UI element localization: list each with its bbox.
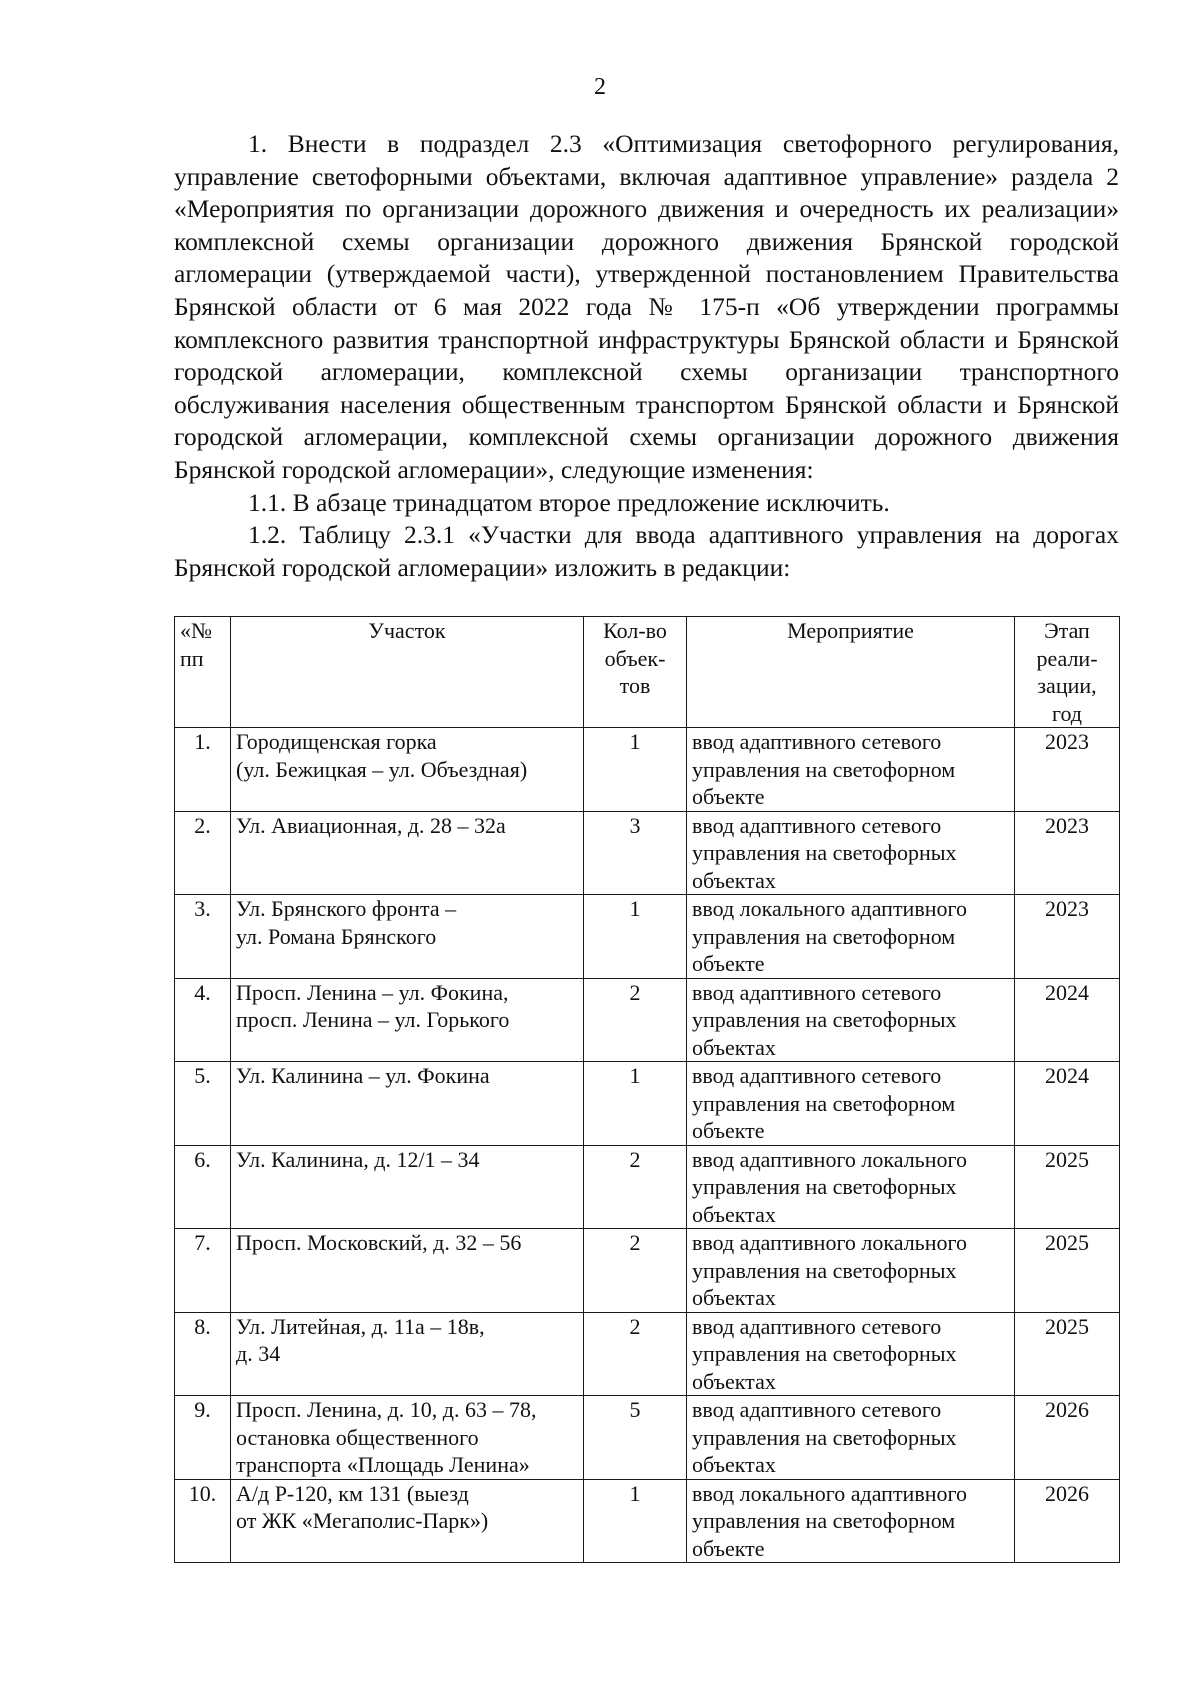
row-section: Ул. Калинина, д. 12/1 – 34 [231,1145,584,1229]
row-measure: ввод адаптивного локального управления на светофорных объектах [687,1229,1015,1313]
table-row [175,1396,1120,1480]
paragraph-item-1-2: 1.2. Таблицу 2.3.1 «Участки для ввода адаптивного управления на дорогах Брянской городской агломерации» изложить в редакции: [174,520,1119,582]
row-measure: ввод адаптивного сетевого управления на светофорном объекте [687,1062,1015,1146]
row-number: 3. [175,895,231,979]
row-section: А/д Р-120, км 131 (выезд от ЖК «Мегаполис-Парк») [231,1479,584,1563]
table-row [175,1062,1120,1146]
row-number: 2. [175,811,231,895]
row-section: Просп. Московский, д. 32 – 56 [231,1229,584,1313]
table-row [175,728,1120,812]
row-object-count: 2 [584,1145,687,1229]
row-object-count: 2 [584,978,687,1062]
row-number: 5. [175,1062,231,1146]
row-section: Ул. Авиационная, д. 28 – 32а [231,811,584,895]
document-body [174,128,1119,584]
table-header-row [175,617,1120,728]
header-measure: Мероприятие [687,617,1015,728]
row-year: 2024 [1015,978,1120,1062]
adaptive-control-sections-table [174,616,1120,1563]
row-measure: ввод локального адаптивного управления на светофорном объекте [687,1479,1015,1563]
table-row [175,978,1120,1062]
row-number: 9. [175,1396,231,1480]
page-number: 2 [594,74,606,100]
row-object-count: 2 [584,1312,687,1396]
row-number: 4. [175,978,231,1062]
row-number: 10. [175,1479,231,1563]
row-section: Просп. Ленина, д. 10, д. 63 – 78, остановка общественного транспорта «Площадь Ленина» [231,1396,584,1480]
row-year: 2025 [1015,1229,1120,1313]
row-measure: ввод адаптивного сетевого управления на светофорных объектах [687,1312,1015,1396]
row-measure: ввод адаптивного сетевого управления на светофорных объектах [687,811,1015,895]
paragraph-amendment-intro: 1. Внести в подраздел 2.3 «Оптимизация светофорного регулирования, управление светофорными объектами, включая адаптивное управление» раздела 2 «Мероприятия по организации дорожного движения и очередность их реализации» комплексной схемы организации дорожного движения Брянской городской агломерации (утверждаемой части), утвержденной постановлением Правительства Брянской области от 6 мая 2022 года № 175-п «Об утверждении программы комплексного развития транспортной инфраструктуры Брянской области и Брянской городской агломерации, комплексной схемы организации транспортного обслуживания населения общественным транспортом Брянской области и Брянской городской агломерации, комплексной схемы организации дорожного движения Брянской городской агломерации», следующие изменения: [174,129,1119,484]
row-section: Ул. Брянского фронта – ул. Романа Брянского [231,895,584,979]
row-object-count: 5 [584,1396,687,1480]
row-section: Ул. Калинина – ул. Фокина [231,1062,584,1146]
row-year: 2025 [1015,1145,1120,1229]
table-row [175,811,1120,895]
row-year: 2026 [1015,1479,1120,1563]
header-object-count: Кол-во объек- тов [584,617,687,728]
row-measure: ввод адаптивного сетевого управления на светофорных объектах [687,1396,1015,1480]
row-measure: ввод адаптивного сетевого управления на светофорных объектах [687,978,1015,1062]
table-row [175,1479,1120,1563]
table-row [175,1145,1120,1229]
table-row [175,1312,1120,1396]
row-object-count: 1 [584,1062,687,1146]
row-number: 1. [175,728,231,812]
row-object-count: 1 [584,728,687,812]
paragraph-item-1-1: 1.1. В абзаце тринадцатом второе предложение исключить. [248,487,890,517]
row-measure: ввод локального адаптивного управления на светофорном объекте [687,895,1015,979]
row-object-count: 1 [584,895,687,979]
row-measure: ввод адаптивного сетевого управления на светофорном объекте [687,728,1015,812]
table-row [175,895,1120,979]
row-year: 2023 [1015,895,1120,979]
header-number: «№ пп [175,617,231,728]
row-section: Просп. Ленина – ул. Фокина, просп. Ленина – ул. Горького [231,978,584,1062]
header-section: Участок [231,617,584,728]
row-object-count: 1 [584,1479,687,1563]
row-measure: ввод адаптивного локального управления на светофорных объектах [687,1145,1015,1229]
row-year: 2026 [1015,1396,1120,1480]
row-year: 2023 [1015,728,1120,812]
row-section: Городищенская горка (ул. Бежицкая – ул. Объездная) [231,728,584,812]
row-year: 2024 [1015,1062,1120,1146]
row-object-count: 2 [584,1229,687,1313]
row-number: 6. [175,1145,231,1229]
header-stage-year: Этап реали- зации, год [1015,617,1120,728]
row-number: 8. [175,1312,231,1396]
row-year: 2023 [1015,811,1120,895]
row-year: 2025 [1015,1312,1120,1396]
row-object-count: 3 [584,811,687,895]
row-section: Ул. Литейная, д. 11а – 18в, д. 34 [231,1312,584,1396]
table-row [175,1229,1120,1313]
row-number: 7. [175,1229,231,1313]
